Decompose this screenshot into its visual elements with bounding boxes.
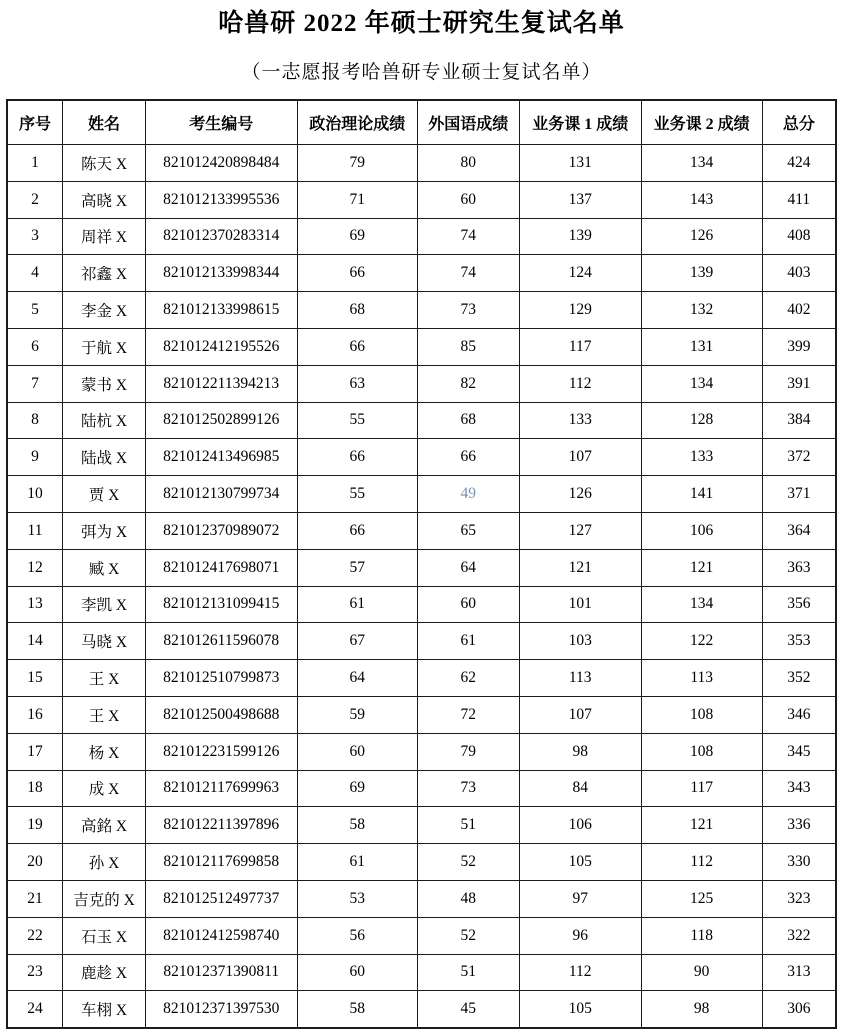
cell-course1-score: 117 [519, 328, 641, 365]
cell-candidate-id: 821012211397896 [145, 807, 297, 844]
cell-foreign-language-score: 65 [417, 512, 519, 549]
table-row [7, 807, 836, 844]
cell-candidate-id: 821012133998344 [145, 255, 297, 292]
cell-seq: 1 [7, 145, 63, 182]
cell-course1-score: 113 [519, 660, 641, 697]
page-title: 哈兽研 2022 年硕士研究生复试名单 [218, 10, 625, 37]
cell-course2-score: 106 [641, 512, 762, 549]
cell-candidate-id: 821012117699963 [145, 770, 297, 807]
cell-candidate-id: 821012417698071 [145, 549, 297, 586]
cell-foreign-language-score: 80 [417, 145, 519, 182]
cell-total-score: 424 [762, 145, 836, 182]
table-row [7, 844, 836, 881]
cell-name: 吉克的 X [63, 880, 146, 917]
cell-course2-score: 134 [641, 586, 762, 623]
cell-politics-score: 66 [297, 439, 417, 476]
cell-foreign-language-score: 74 [417, 218, 519, 255]
cell-candidate-id: 821012413496985 [145, 439, 297, 476]
cell-course1-score: 129 [519, 292, 641, 329]
cell-name: 王 X [63, 696, 146, 733]
cell-course1-score: 103 [519, 623, 641, 660]
cell-total-score: 411 [762, 181, 836, 218]
cell-foreign-language-score: 66 [417, 439, 519, 476]
column-header-course1-score: 业务课 1 成绩 [519, 100, 641, 145]
table-row [7, 696, 836, 733]
cell-politics-score: 60 [297, 733, 417, 770]
cell-seq: 12 [7, 549, 63, 586]
cell-name: 陈天 X [63, 145, 146, 182]
table-row [7, 181, 836, 218]
cell-course2-score: 134 [641, 145, 762, 182]
cell-total-score: 363 [762, 549, 836, 586]
cell-candidate-id: 821012412598740 [145, 917, 297, 954]
cell-course2-score: 117 [641, 770, 762, 807]
cell-candidate-id: 821012510799873 [145, 660, 297, 697]
cell-total-score: 336 [762, 807, 836, 844]
table-row [7, 623, 836, 660]
cell-seq: 4 [7, 255, 63, 292]
cell-course2-score: 118 [641, 917, 762, 954]
table-row [7, 402, 836, 439]
column-header-politics-score: 政治理论成绩 [297, 100, 417, 145]
cell-total-score: 343 [762, 770, 836, 807]
cell-name: 王 X [63, 660, 146, 697]
cell-course1-score: 137 [519, 181, 641, 218]
table-row [7, 365, 836, 402]
cell-name: 车栩 X [63, 991, 146, 1028]
table-row [7, 476, 836, 513]
cell-course1-score: 112 [519, 365, 641, 402]
cell-course2-score: 128 [641, 402, 762, 439]
cell-seq: 7 [7, 365, 63, 402]
cell-course1-score: 97 [519, 880, 641, 917]
cell-politics-score: 71 [297, 181, 417, 218]
cell-course1-score: 131 [519, 145, 641, 182]
cell-course1-score: 127 [519, 512, 641, 549]
cell-candidate-id: 821012231599126 [145, 733, 297, 770]
table-row [7, 917, 836, 954]
cell-course1-score: 121 [519, 549, 641, 586]
cell-name: 石玉 X [63, 917, 146, 954]
column-header-name: 姓名 [63, 100, 146, 145]
cell-course2-score: 113 [641, 660, 762, 697]
cell-course1-score: 84 [519, 770, 641, 807]
cell-course1-score: 96 [519, 917, 641, 954]
cell-name: 弭为 X [63, 512, 146, 549]
cell-foreign-language-score-highlighted: 49 [417, 476, 519, 513]
cell-course2-score: 132 [641, 292, 762, 329]
cell-candidate-id: 821012371397530 [145, 991, 297, 1028]
cell-total-score: 345 [762, 733, 836, 770]
cell-course2-score: 141 [641, 476, 762, 513]
cell-total-score: 371 [762, 476, 836, 513]
cell-seq: 24 [7, 991, 63, 1028]
cell-seq: 16 [7, 696, 63, 733]
cell-name: 祁鑫 X [63, 255, 146, 292]
cell-course2-score: 134 [641, 365, 762, 402]
cell-total-score: 323 [762, 880, 836, 917]
cell-seq: 5 [7, 292, 63, 329]
cell-seq: 17 [7, 733, 63, 770]
cell-foreign-language-score: 60 [417, 181, 519, 218]
cell-total-score: 346 [762, 696, 836, 733]
cell-total-score: 353 [762, 623, 836, 660]
cell-foreign-language-score: 72 [417, 696, 519, 733]
cell-total-score: 403 [762, 255, 836, 292]
cell-candidate-id: 821012502899126 [145, 402, 297, 439]
cell-total-score: 408 [762, 218, 836, 255]
cell-seq: 3 [7, 218, 63, 255]
table-row [7, 660, 836, 697]
cell-total-score: 352 [762, 660, 836, 697]
cell-seq: 23 [7, 954, 63, 991]
cell-course2-score: 108 [641, 733, 762, 770]
cell-politics-score: 59 [297, 696, 417, 733]
cell-foreign-language-score: 52 [417, 917, 519, 954]
cell-candidate-id: 821012370283314 [145, 218, 297, 255]
cell-name: 鹿趁 X [63, 954, 146, 991]
column-header-foreign-language-score: 外国语成绩 [417, 100, 519, 145]
cell-foreign-language-score: 61 [417, 623, 519, 660]
cell-politics-score: 55 [297, 476, 417, 513]
cell-seq: 21 [7, 880, 63, 917]
cell-course2-score: 98 [641, 991, 762, 1028]
cell-foreign-language-score: 73 [417, 292, 519, 329]
table-row [7, 439, 836, 476]
cell-candidate-id: 821012611596078 [145, 623, 297, 660]
cell-foreign-language-score: 68 [417, 402, 519, 439]
cell-course1-score: 106 [519, 807, 641, 844]
cell-total-score: 399 [762, 328, 836, 365]
cell-seq: 11 [7, 512, 63, 549]
cell-name: 高晓 X [63, 181, 146, 218]
cell-seq: 14 [7, 623, 63, 660]
cell-politics-score: 67 [297, 623, 417, 660]
cell-candidate-id: 821012211394213 [145, 365, 297, 402]
cell-politics-score: 64 [297, 660, 417, 697]
cell-course1-score: 107 [519, 696, 641, 733]
cell-candidate-id: 821012130799734 [145, 476, 297, 513]
cell-politics-score: 69 [297, 770, 417, 807]
cell-candidate-id: 821012131099415 [145, 586, 297, 623]
cell-seq: 19 [7, 807, 63, 844]
cell-seq: 13 [7, 586, 63, 623]
cell-seq: 18 [7, 770, 63, 807]
cell-course2-score: 125 [641, 880, 762, 917]
cell-course1-score: 101 [519, 586, 641, 623]
cell-politics-score: 57 [297, 549, 417, 586]
column-header-total-score: 总分 [762, 100, 836, 145]
cell-seq: 15 [7, 660, 63, 697]
cell-foreign-language-score: 48 [417, 880, 519, 917]
cell-foreign-language-score: 45 [417, 991, 519, 1028]
cell-total-score: 402 [762, 292, 836, 329]
cell-total-score: 330 [762, 844, 836, 881]
cell-name: 臧 X [63, 549, 146, 586]
table-row [7, 255, 836, 292]
table-row [7, 954, 836, 991]
cell-course1-score: 98 [519, 733, 641, 770]
cell-politics-score: 69 [297, 218, 417, 255]
cell-course1-score: 124 [519, 255, 641, 292]
table-row [7, 218, 836, 255]
cell-total-score: 322 [762, 917, 836, 954]
cell-foreign-language-score: 64 [417, 549, 519, 586]
cell-total-score: 313 [762, 954, 836, 991]
cell-politics-score: 66 [297, 328, 417, 365]
column-header-seq: 序号 [7, 100, 63, 145]
cell-candidate-id: 821012133995536 [145, 181, 297, 218]
cell-seq: 10 [7, 476, 63, 513]
cell-name: 高銘 X [63, 807, 146, 844]
column-header-course2-score: 业务课 2 成绩 [641, 100, 762, 145]
table-row [7, 586, 836, 623]
cell-seq: 2 [7, 181, 63, 218]
cell-politics-score: 60 [297, 954, 417, 991]
table-row [7, 292, 836, 329]
cell-foreign-language-score: 73 [417, 770, 519, 807]
page-subtitle: （一志愿报考哈兽研专业硕士复试名单） [241, 62, 602, 83]
cell-candidate-id: 821012133998615 [145, 292, 297, 329]
cell-foreign-language-score: 51 [417, 954, 519, 991]
cell-name: 贾 X [63, 476, 146, 513]
cell-course2-score: 90 [641, 954, 762, 991]
cell-course2-score: 122 [641, 623, 762, 660]
cell-politics-score: 56 [297, 917, 417, 954]
cell-name: 李凯 X [63, 586, 146, 623]
cell-course2-score: 139 [641, 255, 762, 292]
cell-name: 孙 X [63, 844, 146, 881]
cell-seq: 22 [7, 917, 63, 954]
cell-total-score: 364 [762, 512, 836, 549]
cell-politics-score: 61 [297, 844, 417, 881]
cell-politics-score: 68 [297, 292, 417, 329]
cell-name: 杨 X [63, 733, 146, 770]
cell-course2-score: 121 [641, 807, 762, 844]
cell-foreign-language-score: 51 [417, 807, 519, 844]
cell-candidate-id: 821012500498688 [145, 696, 297, 733]
cell-foreign-language-score: 52 [417, 844, 519, 881]
cell-politics-score: 58 [297, 991, 417, 1028]
cell-name: 陆杭 X [63, 402, 146, 439]
cell-candidate-id: 821012512497737 [145, 880, 297, 917]
cell-politics-score: 66 [297, 512, 417, 549]
cell-total-score: 306 [762, 991, 836, 1028]
cell-course2-score: 112 [641, 844, 762, 881]
cell-candidate-id: 821012370989072 [145, 512, 297, 549]
cell-candidate-id: 821012420898484 [145, 145, 297, 182]
cell-course2-score: 133 [641, 439, 762, 476]
table-row [7, 549, 836, 586]
cell-course2-score: 126 [641, 218, 762, 255]
table-row [7, 733, 836, 770]
cell-seq: 9 [7, 439, 63, 476]
cell-candidate-id: 821012412195526 [145, 328, 297, 365]
cell-politics-score: 58 [297, 807, 417, 844]
cell-course1-score: 112 [519, 954, 641, 991]
table-row [7, 328, 836, 365]
cell-foreign-language-score: 79 [417, 733, 519, 770]
cell-course1-score: 126 [519, 476, 641, 513]
table-row [7, 991, 836, 1028]
cell-politics-score: 66 [297, 255, 417, 292]
cell-foreign-language-score: 60 [417, 586, 519, 623]
cell-course2-score: 108 [641, 696, 762, 733]
cell-name: 李金 X [63, 292, 146, 329]
cell-politics-score: 55 [297, 402, 417, 439]
cell-name: 陆战 X [63, 439, 146, 476]
cell-name: 马晓 X [63, 623, 146, 660]
cell-politics-score: 53 [297, 880, 417, 917]
cell-politics-score: 61 [297, 586, 417, 623]
reexam-roster-table [6, 99, 837, 1029]
cell-course1-score: 139 [519, 218, 641, 255]
cell-course1-score: 105 [519, 991, 641, 1028]
cell-total-score: 356 [762, 586, 836, 623]
cell-politics-score: 63 [297, 365, 417, 402]
cell-name: 于航 X [63, 328, 146, 365]
cell-politics-score: 79 [297, 145, 417, 182]
cell-name: 蒙书 X [63, 365, 146, 402]
cell-course1-score: 105 [519, 844, 641, 881]
table-row [7, 512, 836, 549]
cell-seq: 8 [7, 402, 63, 439]
cell-candidate-id: 821012371390811 [145, 954, 297, 991]
cell-course2-score: 131 [641, 328, 762, 365]
cell-course2-score: 121 [641, 549, 762, 586]
cell-total-score: 384 [762, 402, 836, 439]
table-row [7, 145, 836, 182]
cell-course1-score: 107 [519, 439, 641, 476]
cell-seq: 6 [7, 328, 63, 365]
cell-foreign-language-score: 85 [417, 328, 519, 365]
cell-name: 成 X [63, 770, 146, 807]
cell-foreign-language-score: 82 [417, 365, 519, 402]
table-header-row [7, 100, 836, 145]
cell-course1-score: 133 [519, 402, 641, 439]
cell-total-score: 391 [762, 365, 836, 402]
cell-name: 周祥 X [63, 218, 146, 255]
cell-foreign-language-score: 74 [417, 255, 519, 292]
table-row [7, 770, 836, 807]
cell-total-score: 372 [762, 439, 836, 476]
cell-course2-score: 143 [641, 181, 762, 218]
cell-foreign-language-score: 62 [417, 660, 519, 697]
table-row [7, 880, 836, 917]
cell-candidate-id: 821012117699858 [145, 844, 297, 881]
cell-seq: 20 [7, 844, 63, 881]
column-header-candidate-id: 考生编号 [145, 100, 297, 145]
